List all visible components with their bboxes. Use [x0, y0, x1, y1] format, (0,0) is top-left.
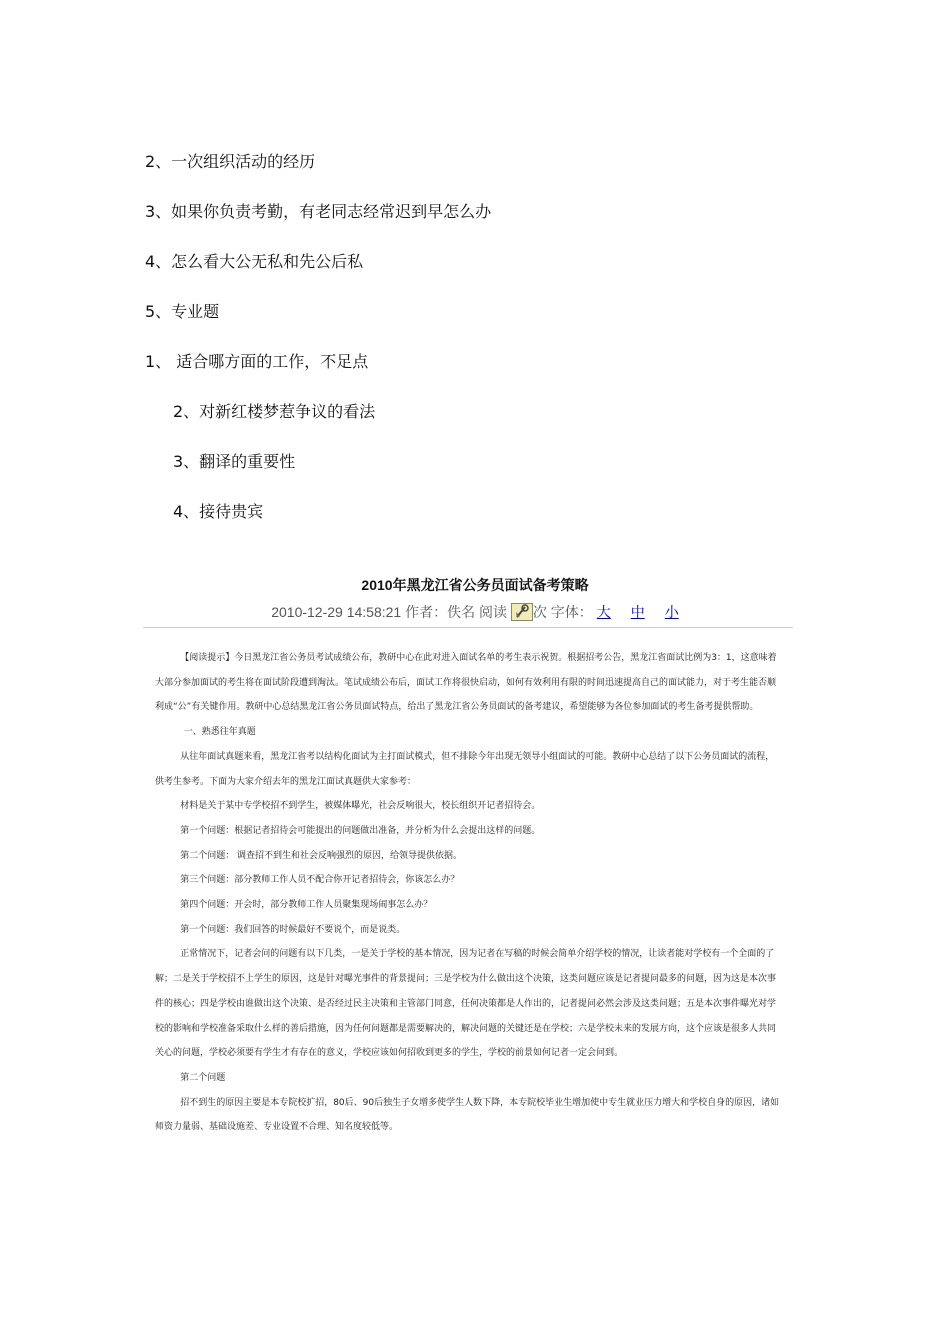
question-item: 2、一次组织活动的经历: [145, 152, 316, 171]
section-heading: 第二个问题: [180, 1072, 226, 1083]
font-size-label: 字体：: [550, 604, 593, 620]
article-title: 2010年黑龙江省公务员面试备考策略: [361, 577, 589, 593]
article-paragraph: 材料是关于某中专学校招不到学生，被媒体曝光，社会反响很大，校长组织开记者招待会。: [180, 801, 541, 812]
question-item: 4、接待贵宾: [173, 502, 264, 521]
article-paragraph: 【阅读提示】今日黑龙江省公务员考试成绩公布，教研中心在此对进入面试名单的考生表示祝贺。根据招考公告，黑龙江省面试比例为3：1，这意味着大部分参加面试的考生将在面试阶段遭到淘汰。笔试成绩公布后，面试工作将很快启动，如何有效利用有限的时间迅速提高自己的面试能力，对于考生能否顺利成“公”有关键作用。教研中心总结黑龙江省公务员面试特点，给出了黑龙江省公务员面试的备考建议，希望能够为各位参加面试的考生备考提供帮助。: [155, 653, 777, 713]
font-medium-link[interactable]: 中: [630, 604, 645, 620]
article-paragraph: 从往年面试真题来看，黑龙江省考以结构化面试为主打面试模式，但不排除今年出现无领导小组面试的可能。教研中心总结了以下公务员面试的流程，供考生参考。下面为大家介绍去年的黑龙江面试真题供大家参考：: [155, 751, 775, 787]
count-suffix: 次: [532, 604, 547, 620]
article-paragraph: 第一个问题：根据记者招待会可能提出的问题做出准备，并分析为什么会提出这样的问题。: [180, 825, 541, 836]
question-item: 3、如果你负责考勤，有老同志经常迟到早怎么办: [145, 202, 492, 221]
title-divider: [143, 627, 793, 628]
article-datetime: 2010-12-29 14:58:21: [271, 604, 402, 620]
view-count-icon: [511, 603, 533, 621]
question-item: 2、对新红楼梦惹争议的看法: [173, 402, 376, 421]
article-paragraph: 第一个问题：我们回答的时候最好不要说个，而是说类。: [180, 924, 406, 935]
article-paragraph: 第二个问题： 调查招不到生和社会反响强烈的原因，给领导提供依据。: [180, 850, 463, 861]
article-meta: [0, 602, 950, 622]
article-author: 作者：佚名: [405, 604, 476, 620]
article-body: [155, 646, 783, 1140]
article-paragraph: 第三个问题：部分教师工作人员不配合你开记者招待会，你该怎么办？: [180, 875, 460, 886]
section-heading: 一、熟悉往年真题: [183, 727, 256, 738]
article-paragraph: 招不到生的原因主要是本专院校扩招，80后、90后独生子女增多使学生人数下降，本专院校毕业生增加使中专生就业压力增大和学校自身的原因，诸如师资力量弱、基础设施差、专业设置不合理、知名度较低等。: [155, 1097, 780, 1133]
question-item: 4、怎么看大公无私和先公后私: [145, 252, 364, 271]
article-paragraph: 第四个问题：开会时，部分教师工作人员聚集现场闹事怎么办？: [180, 900, 433, 911]
font-large-link[interactable]: 大: [596, 604, 611, 620]
font-small-link[interactable]: 小: [664, 604, 679, 620]
question-item: 1、 适合哪方面的工作，不足点: [145, 352, 369, 371]
article-paragraph: 正常情况下，记者会问的问题有以下几类，一是关于学校的基本情况，因为记者在写稿的时候会简单介绍学校的情况，让读者能对学校有一个全面的了解；二是关于学校招不上学生的原因，这是针对曝光事件的背景提问；三是学校为什么做出这个决策，这类问题应该是记者提问最多的问题，因为这是本次事件的核心；四是学校由谁做出这个决策、是否经过民主决策和主管部门同意，任何决策都是人作出的，记者提问必然会涉及这类问题；五是本次事件曝光对学校的影响和学校准备采取什么样的善后措施，因为任何问题都是需要解决的，解决问题的关键还是在学校；六是学校未来的发展方向，这个应该是很多人共同关心的问题，学校必须要有学生才有存在的意义，学校应该如何招收到更多的学生，学校的前景如何记者一定会问到。: [155, 949, 777, 1059]
question-item: 5、专业题: [145, 302, 220, 321]
question-item: 3、翻译的重要性: [173, 452, 296, 471]
read-label: 阅读: [479, 604, 507, 620]
